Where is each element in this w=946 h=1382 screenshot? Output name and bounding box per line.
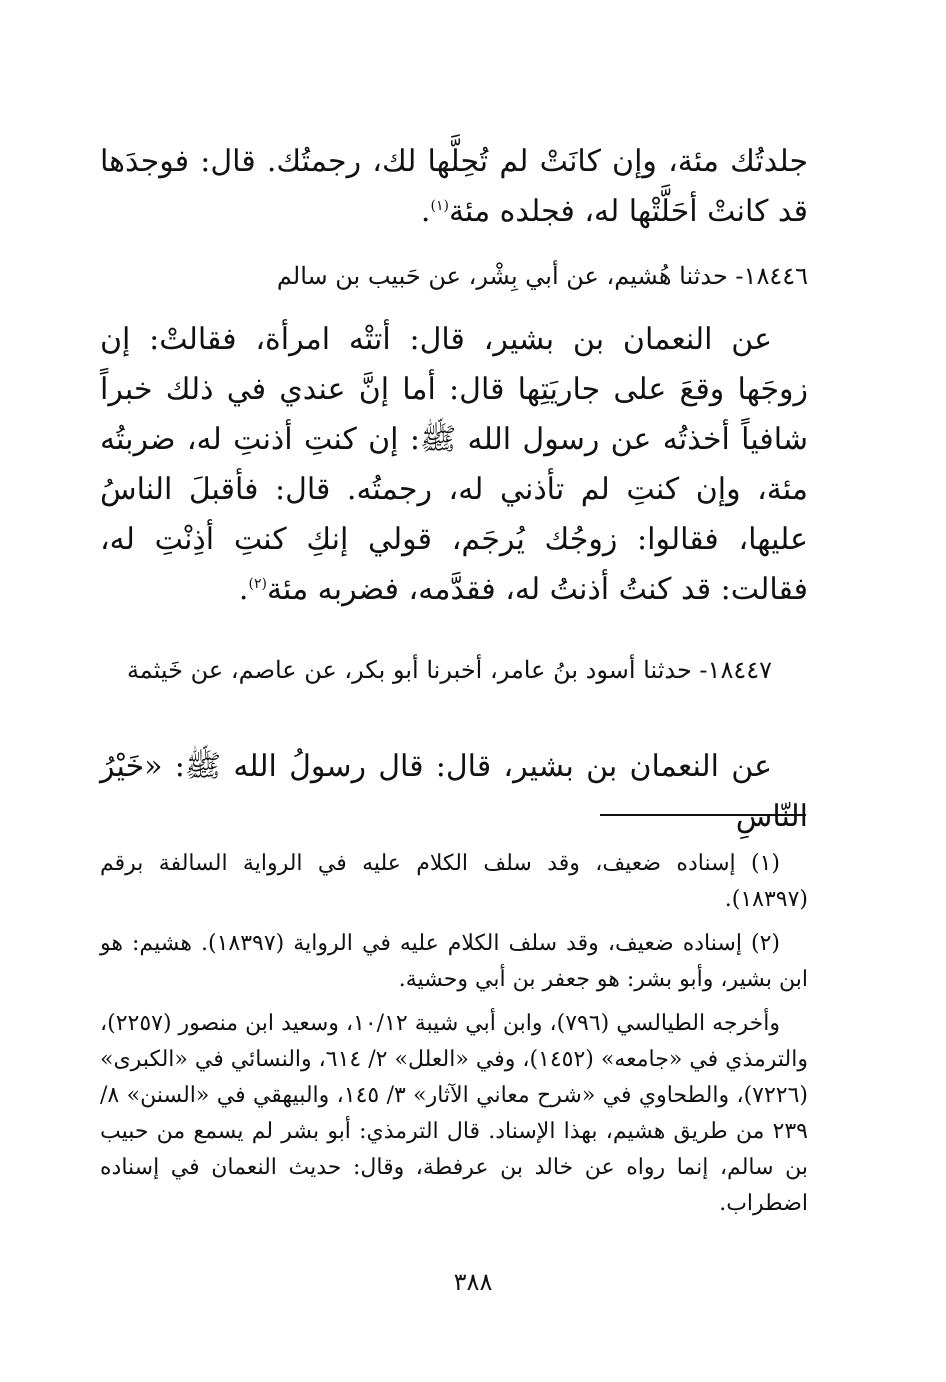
hadith-18446-end: . bbox=[238, 572, 249, 607]
footnote-2-continued-text: وأخرجه الطيالسي (٧٩٦)، وابن أبي شيبة ١٠/١٢، وسعيد ابن منصور (٢٢٥٧)، والترمذي في «جامعه» (١٤٥٢)، وفي «العلل» ٢/ ٦١٤، والنسائي في «الكبرى» (٧٢٢٦)، والطحاوي في «شرح معاني الآثار» ٣/ ١٤٥، والبيهقي في «السنن» ٨/ ٢٣٩ من طريق هشيم، بهذا الإسناد. قال الترمذي: أبو بشر لم يسمع من حبيب بن سالم، إنما رواه عن خالد بن عرفطة، وقال: حديث النعمان في إسناده اضطراب. bbox=[100, 1011, 809, 1216]
footnote-2 bbox=[100, 926, 808, 998]
hadith-18446-chain bbox=[100, 256, 808, 296]
hadith-18447-text bbox=[100, 742, 808, 842]
footnote-1-text: (١) إسناده ضعيف، وقد سلف الكلام عليه في الرواية السالفة برقم (١٨٣٩٧). bbox=[100, 851, 808, 912]
footnote-ref-2: (٢) bbox=[248, 576, 267, 592]
hadith-18447-chain bbox=[100, 650, 808, 690]
footnote-1 bbox=[100, 846, 808, 918]
hadith-18446-text bbox=[100, 315, 808, 615]
hadith-18447-chain-text: ١٨٤٤٧- حدثنا أسود بنُ عامر، أخبرنا أبو بكر، عن عاصم، عن خَيثمة bbox=[126, 656, 772, 684]
footnote-2-continued bbox=[100, 1006, 808, 1222]
hadith-18447-body: عن النعمان بن بشير، قال: قال رسولُ الله ﷺ: «خَيْرُ النّاسِ bbox=[100, 749, 808, 834]
footnote-2-text: (٢) إسناده ضعيف، وقد سلف الكلام عليه في الرواية (١٨٣٩٧). هشيم: هو ابن بشير، وأبو بشر: هو جعفر بن أبي وحشية. bbox=[100, 931, 808, 992]
top-paragraph-end: . bbox=[420, 194, 431, 229]
hadith-18446-body: عن النعمان بن بشير، قال: أتتْه امرأة، فقالتْ: إن زوجَها وقعَ على جاريَتِها قال: أما إنَّ عندي في ذلك خبراً شافياً أخذتُه عن رسول الله ﷺ: إن كنتِ أذنتِ له، ضربتُه مئة، وإن كنتِ لم تأذني له، رجمتُه. قال: فأقبلَ الناسُ عليها، فقالوا: زوجُك يُرجَم، قولي إنكِ كنتِ أذِنْتِ له، فقالت: قد كنتُ أذنتُ له، فقدَّمه، فضربه مئة bbox=[100, 322, 808, 607]
top-paragraph-text: جلدتُك مئة، وإن كانَتْ لم تُحِلَّها لك، رجمتُك. قال: فوجدَها قد كانتْ أحَلَّتْها له، فجلده مئة bbox=[100, 144, 808, 229]
footnote-separator bbox=[600, 814, 806, 816]
page-number: ٣٨٨ bbox=[453, 1268, 493, 1296]
top-paragraph bbox=[100, 137, 808, 237]
hadith-18446-chain-text: ١٨٤٤٦- حدثنا هُشيم، عن أبي بِشْر، عن حَبيب بن سالم bbox=[276, 262, 808, 290]
footnote-ref-1: (١) bbox=[430, 198, 449, 214]
